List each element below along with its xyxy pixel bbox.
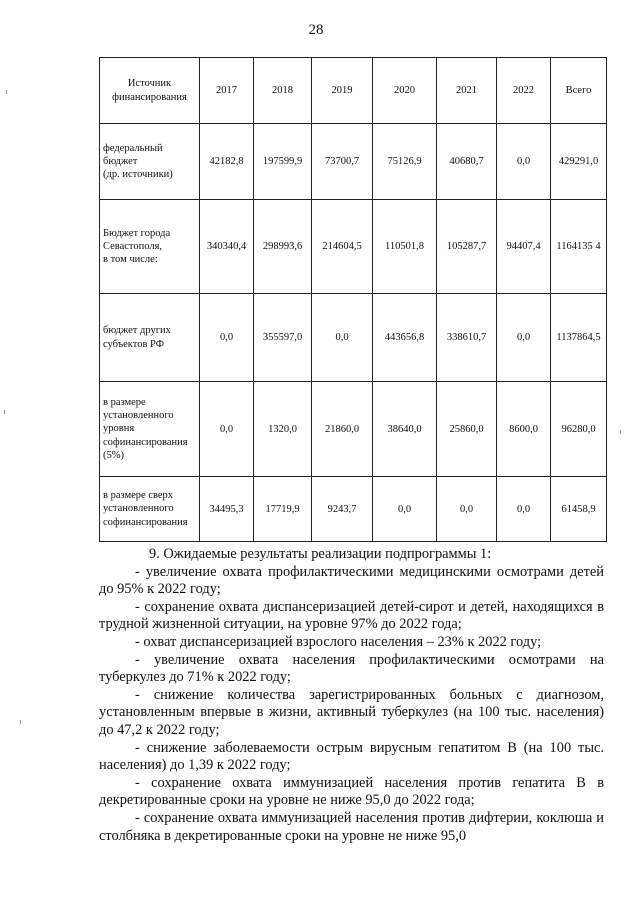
- table-row: [100, 382, 607, 477]
- scan-artifact: [6, 90, 7, 94]
- cell-value: 9243,7: [312, 477, 373, 542]
- table-header-row: [100, 58, 607, 124]
- list-item: - снижение количества зарегистрированных больных с диагнозом, установленным впервые в жизни, активный туберкулез (на 100 тыс. населения) до 47,2 к 2022 году;: [99, 686, 604, 738]
- cell-value: 0,0: [200, 294, 254, 382]
- cell-value: 0,0: [373, 477, 437, 542]
- row-source: в размере установленного уровня софинансирования (5%): [100, 382, 200, 477]
- list-item: - увеличение охвата населения профилактическими осмотрами на туберкулез до 71% к 2022 году;: [99, 651, 604, 686]
- cell-value: 0,0: [497, 124, 551, 200]
- header-2018: 2018: [254, 58, 312, 124]
- list-item: - увеличение охвата профилактическими медицинскими осмотрами детей до 95% к 2022 году;: [99, 563, 604, 598]
- list-item: - сохранение охвата иммунизацией населения против гепатита В в декретированные сроки на уровне не ниже 95,0 до 2022 года;: [99, 774, 604, 809]
- cell-value: 197599,9: [254, 124, 312, 200]
- section-heading: 9. Ожидаемые результаты реализации подпрограммы 1:: [149, 546, 492, 562]
- cell-value: 0,0: [497, 477, 551, 542]
- header-total: Всего: [551, 58, 607, 124]
- cell-value: 105287,7: [437, 200, 497, 294]
- results-section: [99, 546, 604, 845]
- header-2021: 2021: [437, 58, 497, 124]
- financing-table: [99, 57, 607, 542]
- cell-value: 96280,0: [551, 382, 607, 477]
- cell-value: 73700,7: [312, 124, 373, 200]
- table-row: [100, 477, 607, 542]
- cell-value: 0,0: [497, 294, 551, 382]
- cell-value: 298993,6: [254, 200, 312, 294]
- cell-value: 0,0: [437, 477, 497, 542]
- cell-value: 338610,7: [437, 294, 497, 382]
- cell-value: 42182,8: [200, 124, 254, 200]
- cell-value: 94407,4: [497, 200, 551, 294]
- list-item: - сохранение охвата диспансеризацией детей-сирот и детей, находящихся в трудной жизненной ситуации, на уровне 97% до 2022 года;: [99, 598, 604, 633]
- cell-value: 443656,8: [373, 294, 437, 382]
- cell-value: 429291,0: [551, 124, 607, 200]
- list-item: - снижение заболеваемости острым вирусным гепатитом В (на 100 тыс. населения) до 1,39 к 2022 году;: [99, 739, 604, 774]
- cell-value: 1137864,5: [551, 294, 607, 382]
- cell-value: 0,0: [312, 294, 373, 382]
- cell-value: 21860,0: [312, 382, 373, 477]
- row-source: Бюджет города Севастополя, в том числе:: [100, 200, 200, 294]
- cell-value: 1164135 4: [551, 200, 607, 294]
- row-source: бюджет других субъектов РФ: [100, 294, 200, 382]
- cell-value: 40680,7: [437, 124, 497, 200]
- cell-value: 1320,0: [254, 382, 312, 477]
- table-row: [100, 124, 607, 200]
- scan-artifact: [620, 430, 621, 434]
- page-number: 28: [308, 22, 324, 38]
- cell-value: 0,0: [200, 382, 254, 477]
- cell-value: 75126,9: [373, 124, 437, 200]
- header-2020: 2020: [373, 58, 437, 124]
- row-source: федеральный бюджет (др. источники): [100, 124, 200, 200]
- scan-artifact: [20, 720, 21, 724]
- table-row: [100, 200, 607, 294]
- header-2019: 2019: [312, 58, 373, 124]
- row-source: в размере сверх установленного софинансирования: [100, 477, 200, 542]
- cell-value: 61458,9: [551, 477, 607, 542]
- cell-value: 34495,3: [200, 477, 254, 542]
- cell-value: 8600,0: [497, 382, 551, 477]
- cell-value: 355597,0: [254, 294, 312, 382]
- scan-artifact: [4, 410, 5, 414]
- list-item: - сохранение охвата иммунизацией населения против дифтерии, коклюша и столбняка в декретированные сроки на уровне не ниже 95,0: [99, 809, 604, 844]
- cell-value: 110501,8: [373, 200, 437, 294]
- header-source: Источник финансирования: [100, 58, 200, 124]
- table-row: [100, 294, 607, 382]
- cell-value: 25860,0: [437, 382, 497, 477]
- header-2017: 2017: [200, 58, 254, 124]
- cell-value: 17719,9: [254, 477, 312, 542]
- list-item: - охват диспансеризацией взрослого населения – 23% к 2022 году;: [135, 633, 542, 650]
- cell-value: 214604,5: [312, 200, 373, 294]
- header-2022: 2022: [497, 58, 551, 124]
- cell-value: 38640,0: [373, 382, 437, 477]
- cell-value: 340340,4: [200, 200, 254, 294]
